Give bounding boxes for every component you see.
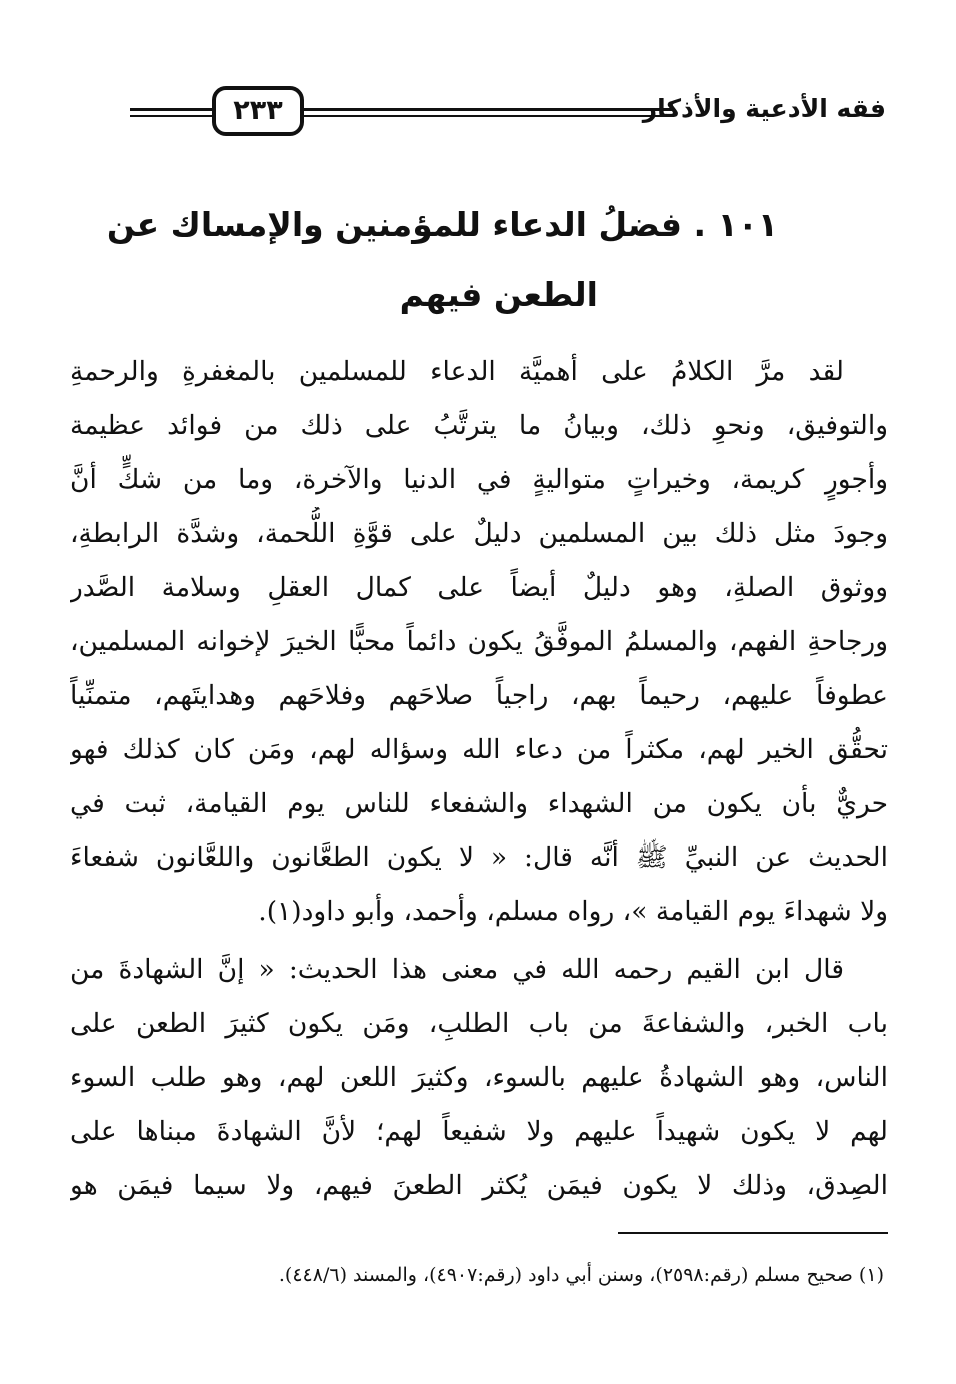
running-header [130, 86, 886, 142]
paragraph-2-line: لهم لا يكون شهيداً عليهم ولا شفيعاً لهم؛ لأنَّ الشهادةَ مبناها على [70, 1116, 888, 1147]
section-title-line-2: الطعن فيهم [399, 275, 598, 314]
header-rule-right-thin [302, 115, 674, 117]
paragraph-1-line: عطوفاً عليهم، رحيماً بهم، راجياً صلاحَهم وفلاحَهم وهدايتَهم، متمنِّياً [70, 680, 888, 711]
paragraph-1-line: تحقُّق الخير لهم، مكثراً من دعاء الله وسؤاله لهم، ومَن كان كذلك فهو [70, 734, 888, 765]
section-title-line-1: فضلُ الدعاء للمؤمنين والإمساك عن [106, 205, 683, 244]
paragraph-1-line: ووثوق الصلةِ، وهو دليلٌ أيضاً على كمال العقلِ وسلامة الصَّدر [70, 572, 888, 603]
page-number-frame [212, 86, 304, 136]
paragraph-1-line: ورجاحةِ الفهم، والمسلمُ الموفَّقُ يكون دائماً محبًّا الخيرَ لإخوانه المسلمين، [70, 626, 888, 657]
footnote: (١) صحيح مسلم (رقم:٢٥٩٨)، وسنن أبي داود (رقم:٤٩٠٧)، والمسند (٤٤٨/٦). [278, 1264, 884, 1286]
paragraph-1-line: ولا شهداءَ يوم القيامة »، رواه مسلم، وأحمد، وأبو داود(١). [258, 896, 888, 927]
paragraph-1-line: وأجورٍ كريمة، وخيراتٍ متواليةٍ في الدنيا والآخرة، وما من شكٍّ أنَّ [70, 464, 888, 495]
footnote-separator [618, 1232, 888, 1234]
running-title: فقه الأدعية والأذكار [642, 94, 886, 123]
header-rule-right-thick [302, 108, 674, 111]
header-rule-left-thin [130, 115, 214, 117]
paragraph-2-line: الناس، وهو الشهادةُ عليهم بالسوء، وكثيرَ اللعن لهم، وهو طلب السوء [70, 1062, 888, 1093]
paragraph-1-line: والتوفيق، ونحوِ ذلك، وبيانُ ما يترتَّبُ على ذلك من فوائد عظيمة [70, 410, 888, 441]
page-number: ٢٣٣ [233, 95, 283, 126]
header-rule-left-thick [130, 108, 214, 111]
paragraph-1-line: الحديث عن النبيِّ ﷺ أنَّه قال: « لا يكون الطعَّانون واللعَّانون شفعاءَ [70, 842, 888, 873]
paragraph-1-line: وجودَ مثل ذلك بين المسلمين دليلٌ على قوَّةِ اللُّحمة، وشدَّة الرابطةِ، [70, 518, 888, 549]
section-heading [106, 190, 778, 330]
paragraph-2-line: قال ابن القيم رحمه الله في معنى هذا الحديث: « إنَّ الشهادةَ من [70, 954, 844, 985]
paragraph-2-line: الصِدق، وذلك لا يكون فيمَن يُكثر الطعنَ فيهم، ولا سيما فيمَن هو [70, 1170, 888, 1201]
paragraph-1-line: حريٌّ بأن يكون من الشهداء والشفعاء للناس يوم القيامة، ثبت في [70, 788, 888, 819]
paragraph-1-line: لقد مرَّ الكلامُ على أهميَّة الدعاء للمسلمين بالمغفرةِ والرحمةِ [70, 356, 844, 387]
section-heading-line-1 [106, 190, 778, 260]
section-number: ١٠١ . [693, 205, 778, 244]
body-text [70, 345, 888, 1213]
paragraph-2-line: باب الخبر، والشفاعةَ من باب الطلبِ، ومَن يكون كثيرَ الطعن على [70, 1008, 888, 1039]
